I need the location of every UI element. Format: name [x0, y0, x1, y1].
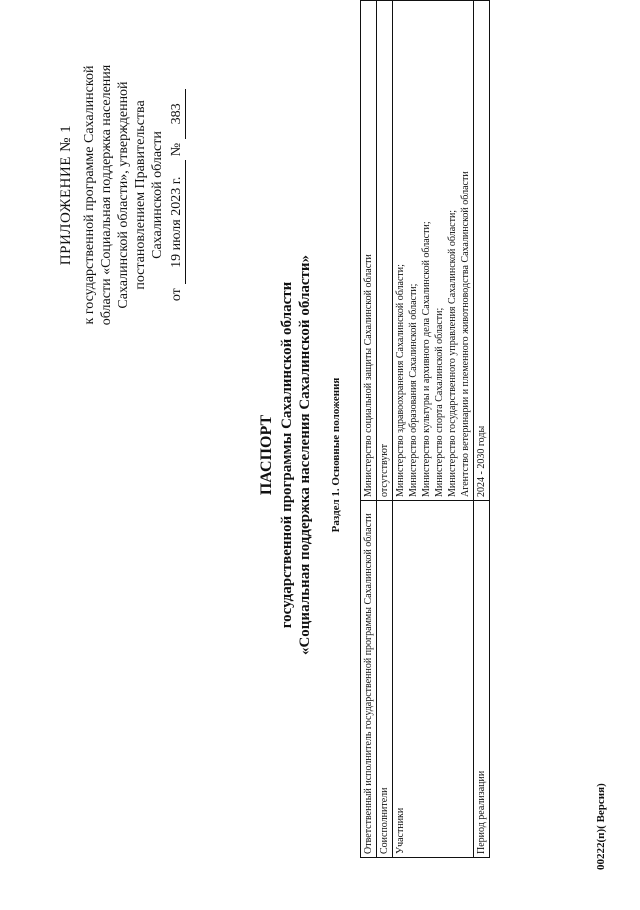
appendix-line: к государственной программе Сахалинской — [82, 65, 97, 325]
value-line: Министерство культуры и архивного дела Сахалинской области; — [421, 221, 432, 497]
value-line: Министерство здравоохранения Сахалинской области; — [395, 264, 406, 497]
title-line-1: ПАСПОРТ — [258, 414, 275, 496]
table-row — [361, 1, 377, 858]
value-line: Министерство социальной защиты Сахалинской области — [363, 254, 374, 497]
document-footer-code: 00222(п)( Версия) — [595, 783, 607, 870]
value-line: Министерство государственного управления Сахалинской области; — [447, 209, 458, 497]
passport-title — [258, 0, 314, 910]
appendix-line: Сахалинской области», утвержденной — [116, 81, 131, 309]
approval-date: 19 июля 2023 г. — [168, 160, 186, 284]
row-label: Период реализации — [474, 501, 490, 858]
main-positions-table — [360, 0, 490, 858]
table-row — [393, 1, 474, 858]
row-label: Соисполнители — [377, 501, 393, 858]
title-line-2: государственной программы Сахалинской области — [279, 281, 295, 629]
row-label: Участники — [393, 501, 474, 858]
row-value — [361, 1, 377, 501]
appendix-line: Сахалинской области — [150, 131, 165, 259]
row-value — [393, 1, 474, 501]
appendix-block — [58, 45, 186, 345]
value-line: отсутствуют — [379, 443, 390, 497]
approval-number: 383 — [168, 89, 186, 139]
row-label: Ответственный исполнитель государственной программы Сахалинской области — [361, 501, 377, 858]
appendix-line: постановлением Правительства — [133, 100, 148, 290]
appendix-line: области «Социальная поддержка населения — [99, 64, 114, 326]
from-label: от — [169, 288, 184, 302]
appendix-heading: ПРИЛОЖЕНИЕ № 1 — [58, 124, 74, 266]
table-row — [377, 1, 393, 858]
number-label: № — [169, 142, 184, 157]
title-line-3: «Социальная поддержка населения Сахалинской области» — [297, 254, 313, 656]
section-title: Раздел 1. Основные положения — [330, 377, 342, 533]
row-value — [377, 1, 393, 501]
value-line: Министерство спорта Сахалинской области; — [434, 307, 445, 497]
value-line: Агентство ветеринарии и племенного животноводства Сахалинской области — [460, 171, 471, 497]
table-row — [474, 1, 490, 858]
appendix-dateline — [168, 45, 186, 345]
value-line: Министерство образования Сахалинской области; — [408, 283, 419, 497]
row-value — [474, 1, 490, 501]
value-line: 2024 - 2030 годы — [476, 425, 487, 497]
